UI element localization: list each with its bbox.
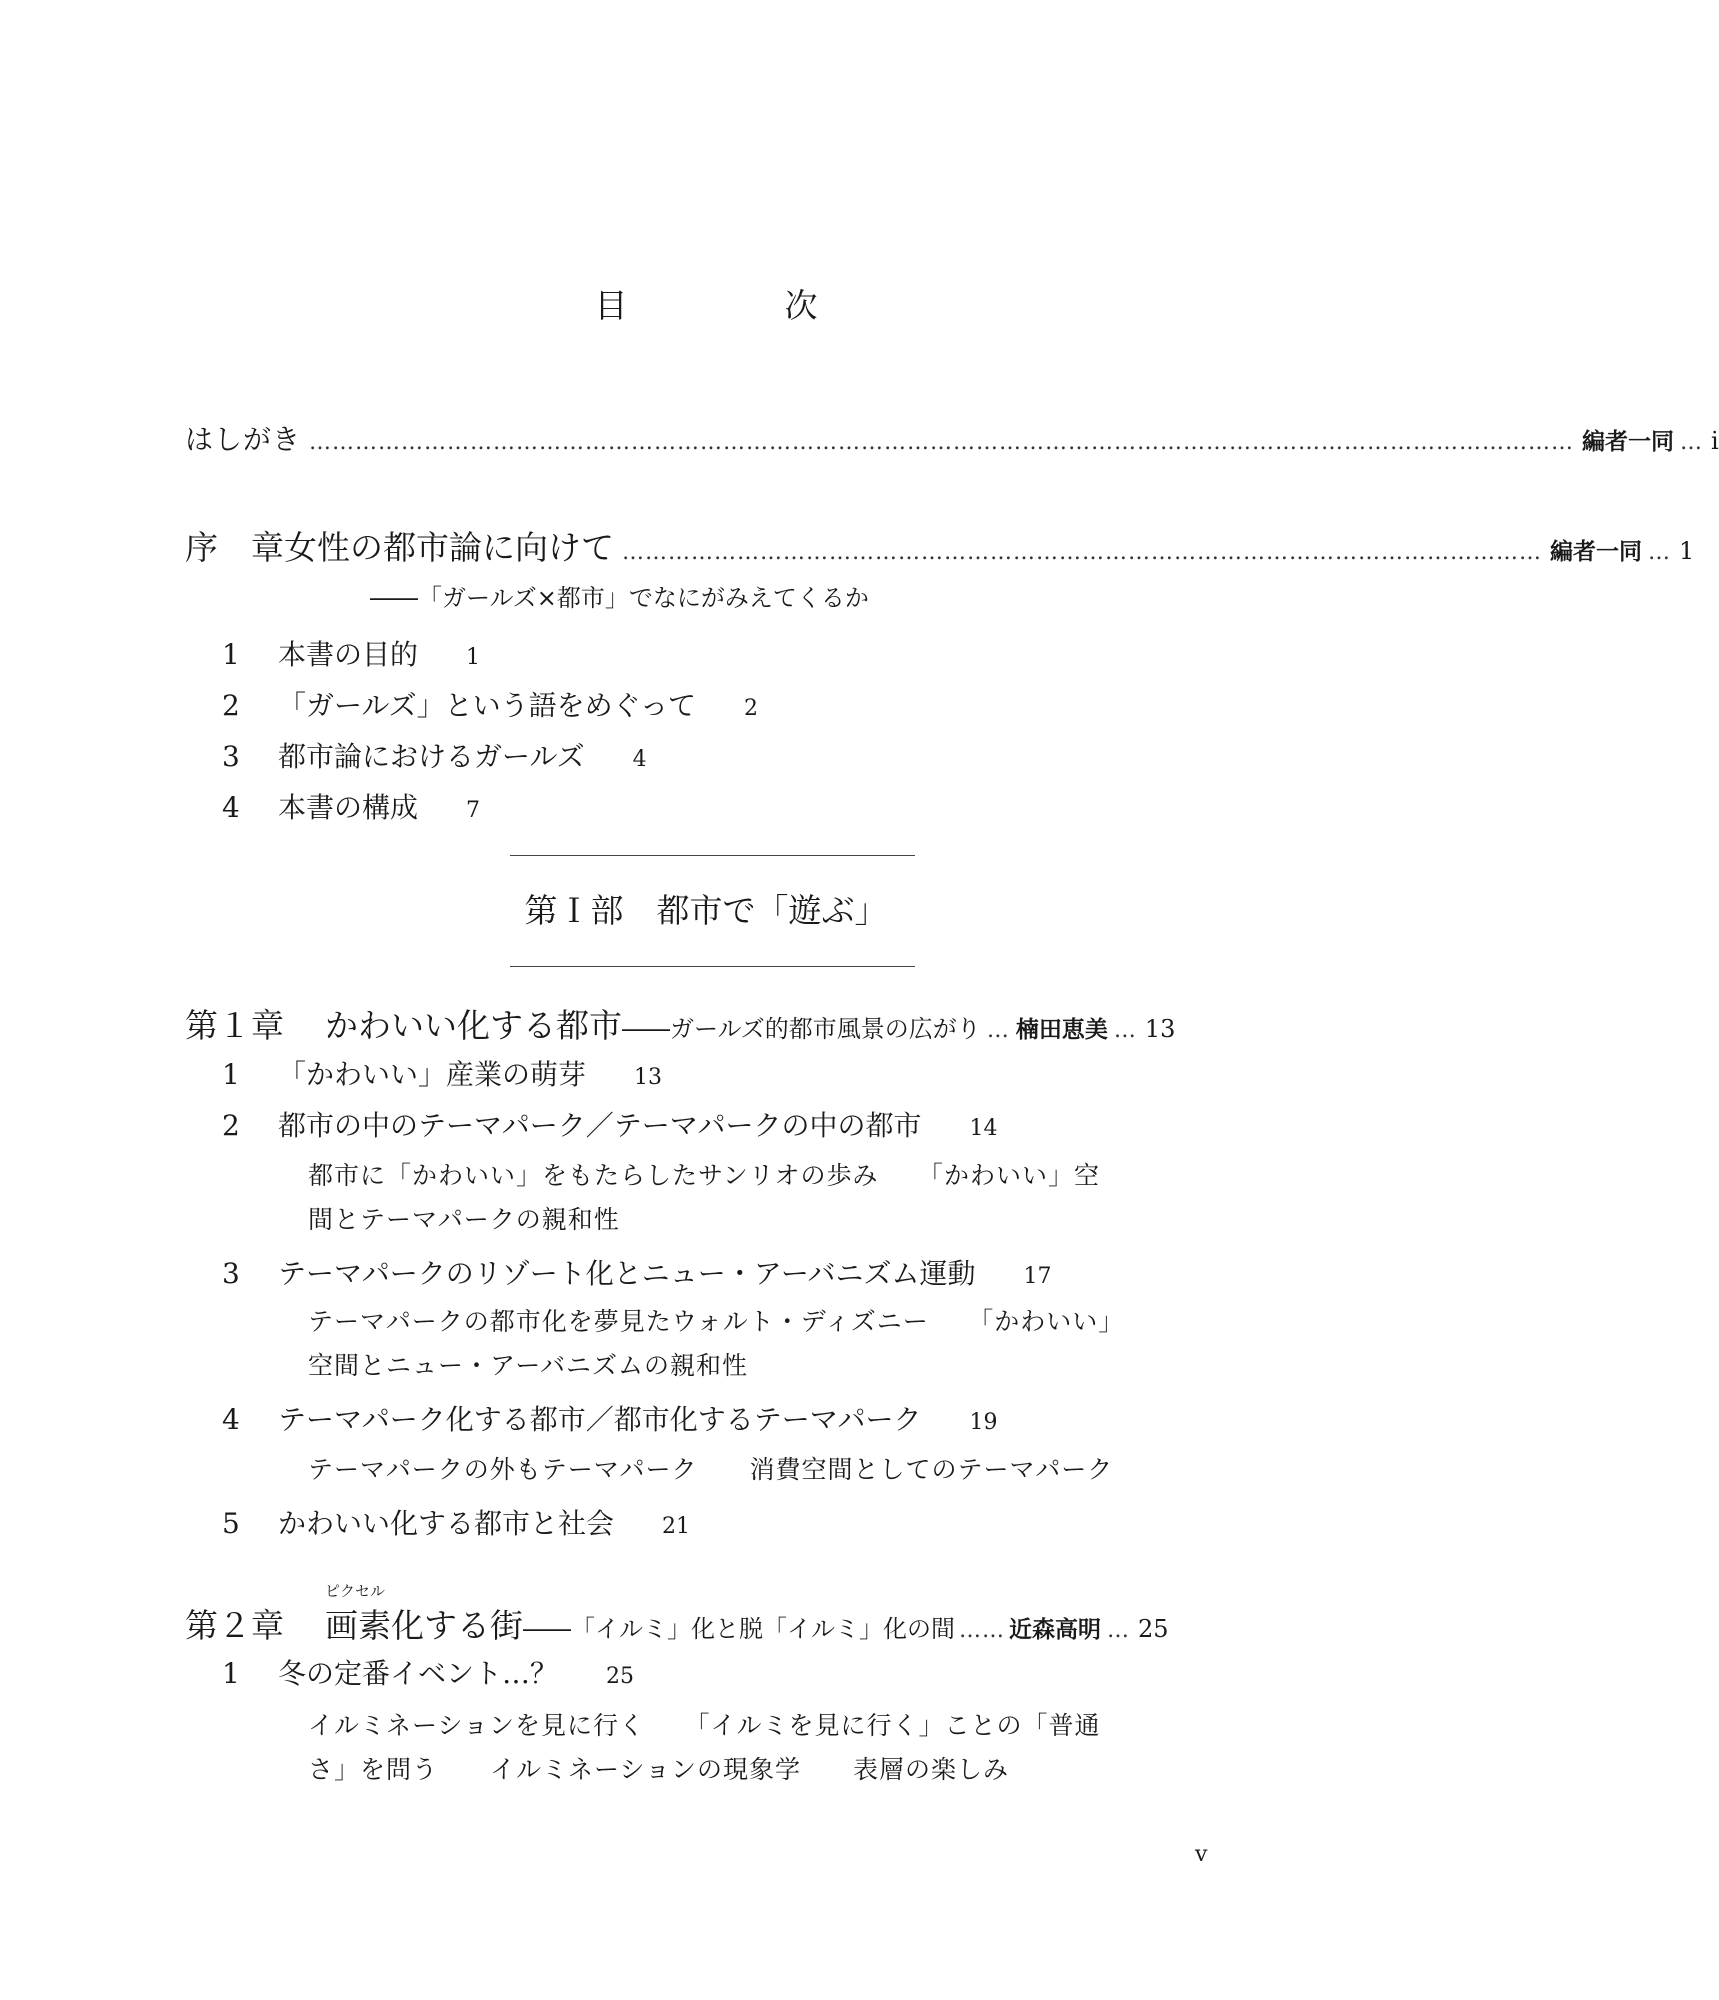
- leader-dots: …: [1680, 430, 1704, 455]
- chapter-title: 化する街: [391, 1606, 523, 1645]
- section-page: 17: [1023, 1264, 1052, 1289]
- section-page: 2: [744, 696, 759, 721]
- entry-page: 1: [1679, 537, 1695, 565]
- leader-dots: …: [986, 1018, 1010, 1043]
- section-number: 1: [222, 638, 240, 671]
- section-title: テーマパーク化する都市／都市化するテーマパーク: [278, 1403, 922, 1436]
- section-page: 21: [662, 1514, 691, 1539]
- section-entry[interactable]: [222, 1252, 1051, 1292]
- section-number: 4: [222, 791, 240, 824]
- section-entry[interactable]: [222, 1398, 997, 1438]
- entry-author: 編者一同: [1550, 539, 1642, 565]
- section-title: 「かわいい」産業の萌芽: [278, 1058, 587, 1091]
- section-page: 25: [606, 1664, 635, 1689]
- section-number: 2: [222, 689, 240, 722]
- subsection-line: 間とテーマパークの親和性: [308, 1205, 620, 1234]
- subsection-line: 都市に「かわいい」をもたらしたサンリオの歩み 「かわいい」空: [308, 1161, 1101, 1190]
- section-entry[interactable]: [222, 1053, 662, 1093]
- chapter-subtitle: ――「イルミ」化と脱「イルミ」化の間: [523, 1615, 955, 1643]
- section-entry[interactable]: [222, 633, 480, 673]
- subsection-line: さ」を問う イルミネーションの現象学 表層の楽しみ: [308, 1755, 1010, 1784]
- entry-author: 近森高明: [1009, 1617, 1101, 1643]
- subsection-line: テーマパークの外もテーマパーク 消費空間としてのテーマパーク: [308, 1455, 1114, 1484]
- leader-dots: …: [1113, 1018, 1137, 1043]
- chapter-subtitle: ――ガールズ的都市風景の広がり: [622, 1015, 981, 1043]
- section-number: 3: [222, 1257, 240, 1290]
- section-entry[interactable]: [222, 735, 647, 775]
- part-rule-bottom: [510, 966, 915, 967]
- chapter-subtitle: ――「ガールズ×都市」でなにがみえてくるか: [370, 584, 869, 612]
- page-title: 目 次: [594, 286, 880, 325]
- part-title: 第Ｉ部 都市で「遊ぶ」: [524, 891, 888, 930]
- chapter-title: 女性の都市論に向けて: [284, 528, 614, 567]
- section-page: 14: [969, 1116, 998, 1141]
- subsection-line: テーマパークの都市化を夢見たウォルト・ディズニー 「かわいい」: [308, 1307, 1125, 1336]
- toc-entry-chapter-1[interactable]: [185, 1000, 1243, 1047]
- entry-page: 25: [1138, 1615, 1169, 1643]
- ruby-annotation: ピクセル: [325, 1582, 386, 1600]
- leader-dots: …………………………………………………………………………………………………………………………………………………: [309, 430, 1575, 455]
- chapter-title-ruby-base: 画素: [325, 1606, 391, 1645]
- section-title: テーマパークのリゾート化とニュー・アーバニズム運動: [278, 1257, 976, 1290]
- entry-page: i: [1711, 427, 1719, 455]
- section-page: 19: [969, 1410, 998, 1435]
- toc-entry-preface[interactable]: [185, 418, 1719, 458]
- entry-label: はしがき: [185, 423, 302, 456]
- section-page: 7: [466, 798, 481, 823]
- section-title: かわいい化する都市と社会: [278, 1507, 615, 1540]
- entry-page: 13: [1144, 1015, 1176, 1043]
- entry-author: 楠田恵美: [1015, 1017, 1108, 1043]
- page-folio: v: [1195, 1842, 1208, 1867]
- section-title: 都市の中のテーマパーク／テーマパークの中の都市: [278, 1109, 922, 1142]
- section-entry[interactable]: [222, 1104, 997, 1144]
- section-page: 4: [632, 747, 647, 772]
- subsection-line: 空間とニュー・アーバニズムの親和性: [308, 1351, 749, 1380]
- section-entry[interactable]: [222, 1652, 634, 1692]
- leader-dots: ……: [959, 1618, 1005, 1643]
- section-number: 1: [222, 1058, 240, 1091]
- entry-author: 編者一同: [1582, 429, 1675, 455]
- leader-dots: …: [1107, 1618, 1130, 1643]
- chapter-number: 第２章: [185, 1606, 284, 1645]
- section-title: 本書の目的: [278, 638, 419, 671]
- section-page: 13: [634, 1065, 663, 1090]
- section-entry[interactable]: [222, 1502, 690, 1542]
- section-page: 1: [466, 645, 481, 670]
- section-number: 1: [222, 1657, 240, 1690]
- toc-entry-intro[interactable]: [185, 522, 1695, 569]
- section-title: 本書の構成: [278, 791, 419, 824]
- subsection-line: イルミネーションを見に行く 「イルミを見に行く」ことの「普通: [308, 1711, 1101, 1740]
- section-title: 冬の定番イベント…？: [278, 1657, 559, 1690]
- chapter-number: 序 章: [185, 528, 284, 567]
- part-rule-top: [510, 855, 915, 856]
- section-number: 3: [222, 740, 240, 773]
- section-number: 2: [222, 1109, 240, 1142]
- leader-dots: …………………………………………………………………………………………………………: [622, 540, 1542, 565]
- section-number: 5: [222, 1507, 240, 1540]
- section-number: 4: [222, 1403, 240, 1436]
- section-title: 都市論におけるガールズ: [278, 740, 585, 773]
- section-title: 「ガールズ」という語をめぐって: [278, 689, 697, 722]
- chapter-title: かわいい化する都市: [325, 1006, 622, 1045]
- leader-dots: …: [1648, 540, 1671, 565]
- section-entry[interactable]: [222, 786, 480, 826]
- toc-entry-chapter-2[interactable]: [185, 1600, 1243, 1647]
- chapter-number: 第１章: [185, 1006, 284, 1045]
- section-entry[interactable]: [222, 684, 758, 724]
